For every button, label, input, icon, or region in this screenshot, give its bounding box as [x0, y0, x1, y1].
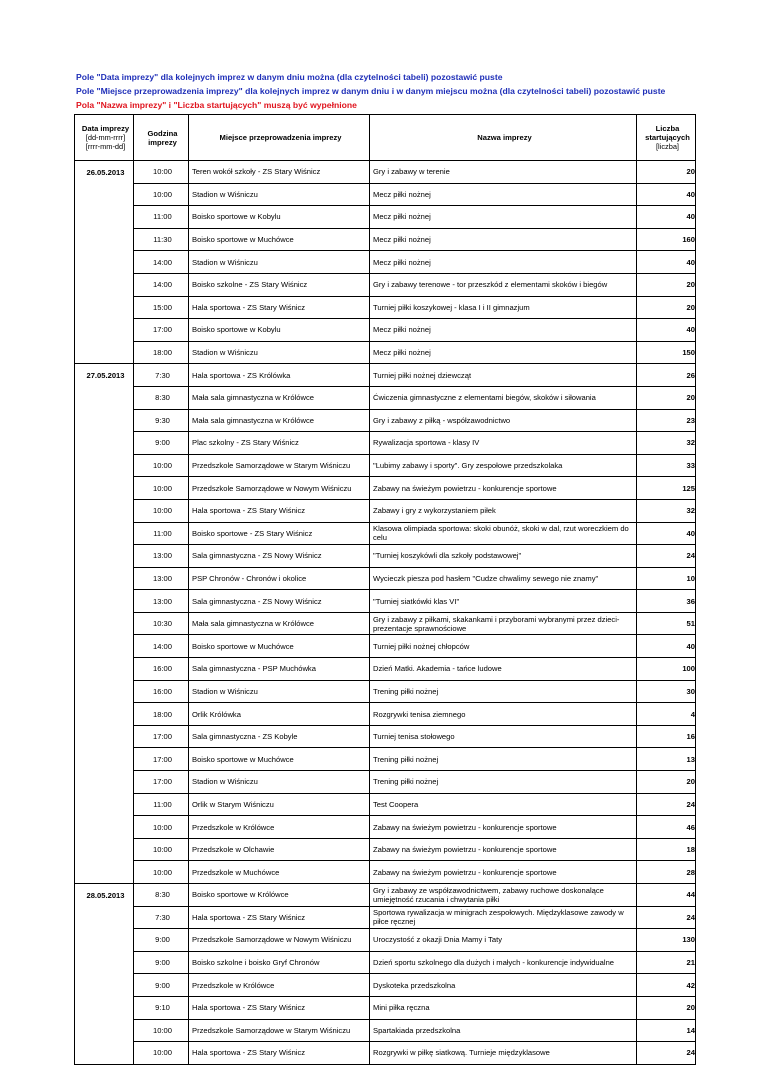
- cell-name: Mecz piłki nożnej: [370, 251, 637, 274]
- cell-name: Zabawy na świeżym powietrzu - konkurencje sportowe: [370, 838, 637, 861]
- cell-count: 30: [637, 680, 696, 703]
- cell-place: Sala gimnastyczna - ZS Nowy Wiśnicz: [189, 545, 370, 568]
- table-row: [75, 658, 696, 681]
- cell-date: [75, 409, 134, 432]
- cell-time: 18:00: [134, 703, 189, 726]
- cell-time: 9:00: [134, 432, 189, 455]
- cell-time: 10:00: [134, 454, 189, 477]
- cell-date: [75, 1019, 134, 1042]
- cell-count: 40: [637, 206, 696, 229]
- cell-place: Boisko sportowe w Królówce: [189, 884, 370, 907]
- cell-count: 40: [637, 319, 696, 342]
- cell-place: Orlik w Starym Wiśniczu: [189, 793, 370, 816]
- cell-date: [75, 477, 134, 500]
- cell-count: 26: [637, 364, 696, 387]
- cell-count: 20: [637, 296, 696, 319]
- cell-count: 23: [637, 409, 696, 432]
- table-row: [75, 206, 696, 229]
- cell-name: Mecz piłki nożnej: [370, 228, 637, 251]
- cell-date: [75, 1042, 134, 1065]
- note-date-field: Pole "Data imprezy" dla kolejnych imprez w danym dniu można (dla czytelności tabeli) pozostawić puste: [76, 72, 503, 82]
- table-row: [75, 861, 696, 884]
- cell-name: Trening piłki nożnej: [370, 680, 637, 703]
- cell-date: [75, 838, 134, 861]
- cell-place: Przedszkole Samorządowe w Nowym Wiśniczu: [189, 477, 370, 500]
- cell-date: [75, 816, 134, 839]
- table-row: [75, 477, 696, 500]
- cell-date: [75, 974, 134, 997]
- table-row: [75, 432, 696, 455]
- cell-place: Przedszkole w Królówce: [189, 816, 370, 839]
- cell-count: 24: [637, 545, 696, 568]
- table-row: [75, 816, 696, 839]
- cell-date: [75, 296, 134, 319]
- cell-name: Turniej piłki koszykowej - klasa I i II gimnazjum: [370, 296, 637, 319]
- header-count-label: Liczba startujących: [645, 124, 690, 142]
- cell-name: Rozgrywki w piłkę siatkową. Turnieje międzyklasowe: [370, 1042, 637, 1065]
- cell-count: 21: [637, 951, 696, 974]
- cell-name: Turniej tenisa stołowego: [370, 725, 637, 748]
- header-place: Miejsce przeprowadzenia imprezy: [189, 115, 370, 161]
- cell-count: 42: [637, 974, 696, 997]
- cell-name: Test Coopera: [370, 793, 637, 816]
- cell-date: [75, 590, 134, 613]
- cell-name: Turniej piłki nożnej dziewcząt: [370, 364, 637, 387]
- cell-name: Uroczystość z okazji Dnia Mamy i Taty: [370, 929, 637, 952]
- cell-place: Boisko szkolne - ZS Stary Wiśnicz: [189, 273, 370, 296]
- cell-count: 40: [637, 183, 696, 206]
- cell-count: 24: [637, 1042, 696, 1065]
- table-row: [75, 884, 696, 907]
- table-row: [75, 635, 696, 658]
- table-row: [75, 725, 696, 748]
- cell-place: Stadion w Wiśniczu: [189, 341, 370, 364]
- cell-count: 24: [637, 793, 696, 816]
- cell-date: [75, 228, 134, 251]
- header-date: [75, 115, 134, 161]
- cell-count: 40: [637, 522, 696, 545]
- cell-count: 20: [637, 386, 696, 409]
- cell-name: Dzień Matki. Akademia - tańce ludowe: [370, 658, 637, 681]
- cell-count: 32: [637, 432, 696, 455]
- cell-date: [75, 251, 134, 274]
- cell-date: [75, 793, 134, 816]
- table-row: [75, 341, 696, 364]
- cell-time: 10:00: [134, 183, 189, 206]
- cell-count: 20: [637, 161, 696, 184]
- table-row: [75, 409, 696, 432]
- header-count-unit: [liczba]: [655, 142, 679, 151]
- cell-count: 20: [637, 996, 696, 1019]
- cell-time: 16:00: [134, 658, 189, 681]
- cell-place: Sala gimnastyczna - PSP Muchówka: [189, 658, 370, 681]
- cell-time: 14:00: [134, 273, 189, 296]
- cell-count: 130: [637, 929, 696, 952]
- cell-date: [75, 658, 134, 681]
- cell-place: Sala gimnastyczna - ZS Kobyle: [189, 725, 370, 748]
- cell-place: Boisko sportowe w Muchówce: [189, 228, 370, 251]
- cell-time: 8:30: [134, 884, 189, 907]
- cell-place: Mała sala gimnastyczna w Królówce: [189, 386, 370, 409]
- cell-date: [75, 703, 134, 726]
- cell-name: Gry i zabawy ze współzawodnictwem, zabawy ruchowe doskonalące umiejętność rzucania i chwytania piłki: [370, 884, 637, 907]
- cell-place: Przedszkole Samorządowe w Starym Wiśniczu: [189, 454, 370, 477]
- events-table: [74, 114, 696, 1065]
- cell-date: [75, 454, 134, 477]
- cell-time: 10:00: [134, 499, 189, 522]
- cell-date: 28.05.2013: [75, 884, 134, 907]
- table-row: [75, 567, 696, 590]
- cell-place: Hala sportowa - ZS Królówka: [189, 364, 370, 387]
- table-row: [75, 748, 696, 771]
- cell-date: [75, 341, 134, 364]
- table-row: [75, 296, 696, 319]
- table-row: [75, 1019, 696, 1042]
- header-date-label: Data imprezy: [81, 124, 130, 133]
- cell-date: 27.05.2013: [75, 364, 134, 387]
- cell-count: 18: [637, 838, 696, 861]
- cell-name: Zabawy i gry z wykorzystaniem piłek: [370, 499, 637, 522]
- table-row: [75, 929, 696, 952]
- cell-count: 40: [637, 635, 696, 658]
- cell-time: 18:00: [134, 341, 189, 364]
- cell-time: 14:00: [134, 251, 189, 274]
- cell-count: 160: [637, 228, 696, 251]
- cell-place: Orlik Królówka: [189, 703, 370, 726]
- cell-place: Sala gimnastyczna - ZS Nowy Wiśnicz: [189, 590, 370, 613]
- cell-count: 32: [637, 499, 696, 522]
- cell-place: Boisko sportowe - ZS Stary Wiśnicz: [189, 522, 370, 545]
- cell-time: 10:00: [134, 477, 189, 500]
- cell-name: Ćwiczenia gimnastyczne z elementami biegów, skoków i siłowania: [370, 386, 637, 409]
- header-time: Godzina imprezy: [134, 115, 189, 161]
- cell-place: Boisko szkolne i boisko Gryf Chronów: [189, 951, 370, 974]
- cell-date: [75, 612, 134, 635]
- cell-time: 10:00: [134, 861, 189, 884]
- cell-date: [75, 183, 134, 206]
- cell-date: [75, 906, 134, 929]
- cell-time: 13:00: [134, 590, 189, 613]
- table-row: [75, 499, 696, 522]
- table-row: [75, 680, 696, 703]
- cell-date: [75, 499, 134, 522]
- cell-date: [75, 273, 134, 296]
- table-row: [75, 951, 696, 974]
- cell-name: "Lubimy zabawy i sporty". Gry zespołowe przedszkolaka: [370, 454, 637, 477]
- cell-count: 150: [637, 341, 696, 364]
- table-row: [75, 545, 696, 568]
- cell-date: [75, 996, 134, 1019]
- cell-time: 9:00: [134, 951, 189, 974]
- cell-time: 9:00: [134, 974, 189, 997]
- cell-time: 9:10: [134, 996, 189, 1019]
- cell-name: Wycieczk piesza pod hasłem "Cudze chwalimy sewego nie znamy": [370, 567, 637, 590]
- table-row: [75, 1042, 696, 1065]
- cell-time: 15:00: [134, 296, 189, 319]
- cell-date: [75, 386, 134, 409]
- table-row: [75, 386, 696, 409]
- header-count: [637, 115, 696, 161]
- table-row: [75, 454, 696, 477]
- cell-date: 26.05.2013: [75, 161, 134, 184]
- cell-place: Plac szkolny - ZS Stary Wiśnicz: [189, 432, 370, 455]
- cell-time: 9:30: [134, 409, 189, 432]
- cell-time: 13:00: [134, 545, 189, 568]
- cell-time: 11:30: [134, 228, 189, 251]
- cell-place: Przedszkole w Królówce: [189, 974, 370, 997]
- cell-place: Boisko sportowe w Kobylu: [189, 319, 370, 342]
- table-header-row: [75, 115, 696, 161]
- cell-name: Gry i zabawy terenowe - tor przeszkód z elementami skoków i biegów: [370, 273, 637, 296]
- cell-place: Stadion w Wiśniczu: [189, 183, 370, 206]
- cell-count: 4: [637, 703, 696, 726]
- cell-time: 10:00: [134, 1019, 189, 1042]
- cell-place: Hala sportowa - ZS Stary Wiśnicz: [189, 1042, 370, 1065]
- cell-place: Stadion w Wiśniczu: [189, 680, 370, 703]
- cell-place: Przedszkole Samorządowe w Starym Wiśniczu: [189, 1019, 370, 1042]
- cell-time: 16:00: [134, 680, 189, 703]
- cell-name: Zabawy na świeżym powietrzu - konkurencje sportowe: [370, 861, 637, 884]
- cell-time: 11:00: [134, 206, 189, 229]
- cell-date: [75, 567, 134, 590]
- table-row: [75, 771, 696, 794]
- cell-date: [75, 861, 134, 884]
- cell-name: Mecz piłki nożnej: [370, 183, 637, 206]
- cell-name: Mecz piłki nożnej: [370, 319, 637, 342]
- cell-time: 11:00: [134, 522, 189, 545]
- cell-name: Mecz piłki nożnej: [370, 206, 637, 229]
- cell-place: Teren wokół szkoły - ZS Stary Wiśnicz: [189, 161, 370, 184]
- table-row: [75, 612, 696, 635]
- cell-place: Mała sala gimnastyczna w Królówce: [189, 409, 370, 432]
- table-row: [75, 906, 696, 929]
- cell-time: 11:00: [134, 793, 189, 816]
- cell-count: 10: [637, 567, 696, 590]
- cell-time: 17:00: [134, 725, 189, 748]
- header-name: Nazwa imprezy: [370, 115, 637, 161]
- cell-time: 9:00: [134, 929, 189, 952]
- cell-place: Hala sportowa - ZS Stary Wiśnicz: [189, 499, 370, 522]
- cell-count: 44: [637, 884, 696, 907]
- cell-date: [75, 319, 134, 342]
- cell-name: Trening piłki nożnej: [370, 748, 637, 771]
- cell-time: 13:00: [134, 567, 189, 590]
- cell-date: [75, 951, 134, 974]
- cell-count: 20: [637, 273, 696, 296]
- cell-time: 17:00: [134, 771, 189, 794]
- table-row: [75, 996, 696, 1019]
- cell-name: "Turniej siatkówki klas VI": [370, 590, 637, 613]
- table-row: [75, 228, 696, 251]
- cell-name: Dyskoteka przedszkolna: [370, 974, 637, 997]
- table-row: [75, 974, 696, 997]
- cell-place: Stadion w Wiśniczu: [189, 771, 370, 794]
- cell-place: Hala sportowa - ZS Stary Wiśnicz: [189, 906, 370, 929]
- cell-name: Rywalizacja sportowa - klasy IV: [370, 432, 637, 455]
- cell-place: Hala sportowa - ZS Stary Wiśnicz: [189, 296, 370, 319]
- cell-name: Rozgrywki tenisa ziemnego: [370, 703, 637, 726]
- cell-name: Spartakiada przedszkolna: [370, 1019, 637, 1042]
- table-row: [75, 364, 696, 387]
- cell-name: Gry i zabawy z piłkami, skakankami i przyborami wybranymi przez dzieci-prezentacje sprawnościowe: [370, 612, 637, 635]
- cell-place: Przedszkole w Muchówce: [189, 861, 370, 884]
- table-row: [75, 161, 696, 184]
- table-row: [75, 273, 696, 296]
- cell-count: 125: [637, 477, 696, 500]
- cell-count: 36: [637, 590, 696, 613]
- table-row: [75, 590, 696, 613]
- cell-name: Sportowa rywalizacja w minigrach zespołowych. Międzyklasowe zawody w piłce ręcznej: [370, 906, 637, 929]
- table-row: [75, 319, 696, 342]
- cell-place: Przedszkole w Olchawie: [189, 838, 370, 861]
- cell-date: [75, 432, 134, 455]
- note-required-fields: Pola "Nazwa imprezy" i "Liczba startujących" muszą być wypełnione: [76, 100, 357, 110]
- cell-time: 7:30: [134, 906, 189, 929]
- cell-count: 33: [637, 454, 696, 477]
- table-row: [75, 183, 696, 206]
- cell-name: Gry i zabawy w terenie: [370, 161, 637, 184]
- cell-time: 17:00: [134, 748, 189, 771]
- cell-place: Mała sala gimnastyczna w Królówce: [189, 612, 370, 635]
- cell-name: Mecz piłki nożnej: [370, 341, 637, 364]
- cell-name: Klasowa olimpiada sportowa: skoki obunóż, skoki w dal, rzut woreczkiem do celu: [370, 522, 637, 545]
- cell-name: Trening piłki nożnej: [370, 771, 637, 794]
- cell-name: Zabawy na świeżym powietrzu - konkurencje sportowe: [370, 477, 637, 500]
- cell-date: [75, 725, 134, 748]
- cell-name: "Turniej koszykówli dla szkoły podstawowej": [370, 545, 637, 568]
- cell-name: Turniej piłki nożnej chłopców: [370, 635, 637, 658]
- cell-date: [75, 545, 134, 568]
- cell-place: PSP Chronów - Chronów i okolice: [189, 567, 370, 590]
- cell-date: [75, 748, 134, 771]
- cell-place: Przedszkole Samorządowe w Nowym Wiśniczu: [189, 929, 370, 952]
- table-row: [75, 793, 696, 816]
- note-place-field: Pole "Miejsce przeprowadzenia imprezy" dla kolejnych imprez w danym dniu i w danym miejscu można (dla czytelności tabeli) pozostawić puste: [76, 86, 666, 96]
- cell-time: 14:00: [134, 635, 189, 658]
- cell-date: [75, 206, 134, 229]
- cell-count: 13: [637, 748, 696, 771]
- cell-name: Mini piłka ręczna: [370, 996, 637, 1019]
- cell-time: 7:30: [134, 364, 189, 387]
- cell-time: 10:00: [134, 816, 189, 839]
- cell-time: 10:30: [134, 612, 189, 635]
- cell-count: 28: [637, 861, 696, 884]
- table-row: [75, 838, 696, 861]
- cell-count: 40: [637, 251, 696, 274]
- cell-time: 8:30: [134, 386, 189, 409]
- cell-count: 16: [637, 725, 696, 748]
- cell-date: [75, 522, 134, 545]
- cell-time: 10:00: [134, 1042, 189, 1065]
- cell-time: 10:00: [134, 838, 189, 861]
- cell-count: 20: [637, 771, 696, 794]
- header-date-format: [dd-mm-rrrr] [rrrr-mm-dd]: [85, 133, 126, 151]
- cell-date: [75, 680, 134, 703]
- cell-name: Gry i zabawy z piłką - współzawodnictwo: [370, 409, 637, 432]
- cell-count: 24: [637, 906, 696, 929]
- table-row: [75, 522, 696, 545]
- cell-name: Dzień sportu szkolnego dla dużych i małych - konkurencje indywidualne: [370, 951, 637, 974]
- cell-time: 17:00: [134, 319, 189, 342]
- cell-count: 46: [637, 816, 696, 839]
- cell-place: Stadion w Wiśniczu: [189, 251, 370, 274]
- cell-date: [75, 771, 134, 794]
- cell-place: Boisko sportowe w Muchówce: [189, 635, 370, 658]
- cell-place: Boisko sportowe w Muchówce: [189, 748, 370, 771]
- cell-place: Hala sportowa - ZS Stary Wiśnicz: [189, 996, 370, 1019]
- table-row: [75, 251, 696, 274]
- cell-count: 51: [637, 612, 696, 635]
- cell-date: [75, 635, 134, 658]
- cell-count: 14: [637, 1019, 696, 1042]
- table-row: [75, 703, 696, 726]
- cell-date: [75, 929, 134, 952]
- cell-place: Boisko sportowe w Kobylu: [189, 206, 370, 229]
- cell-time: 10:00: [134, 161, 189, 184]
- cell-count: 100: [637, 658, 696, 681]
- cell-name: Zabawy na świeżym powietrzu - konkurencje sportowe: [370, 816, 637, 839]
